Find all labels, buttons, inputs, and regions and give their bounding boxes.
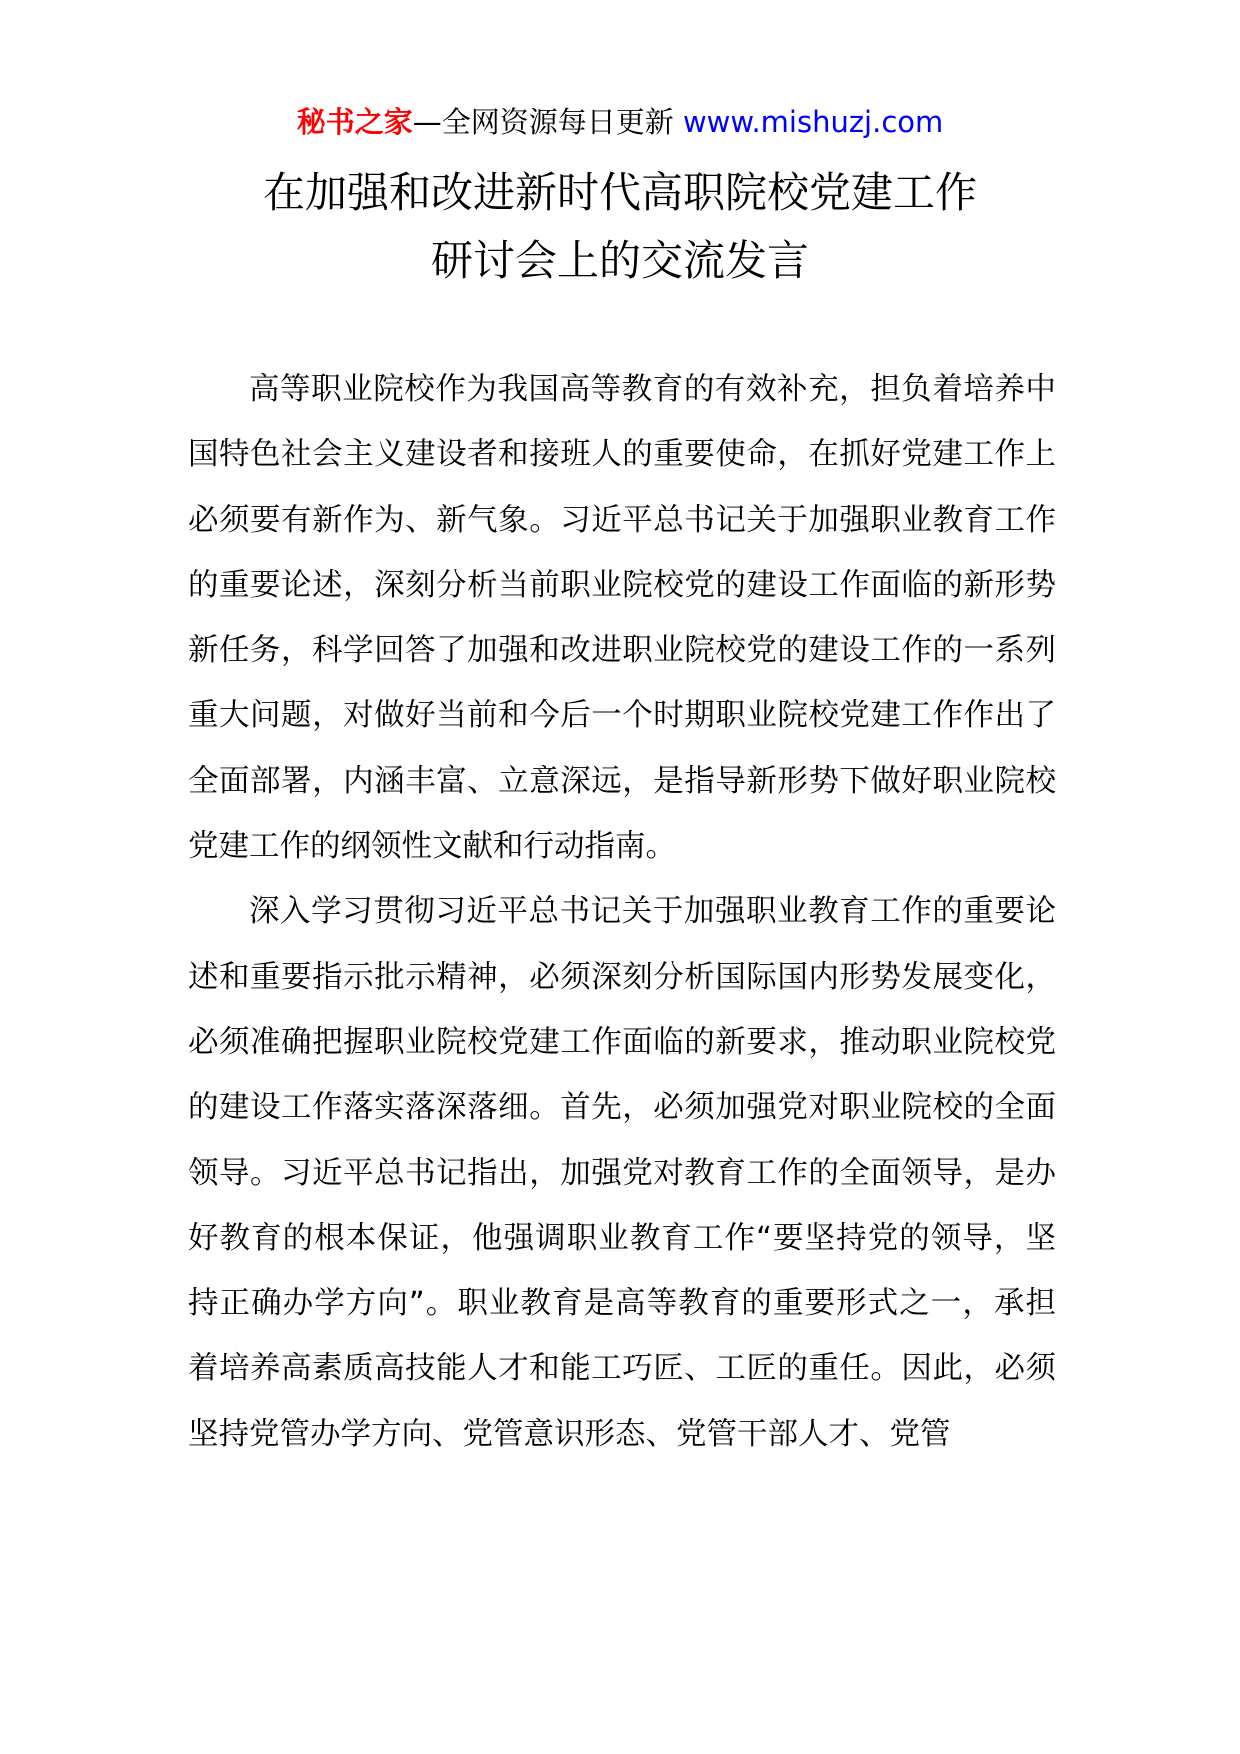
document-title-line-2: 研讨会上的交流发言 (430, 236, 809, 285)
site-header (0, 100, 1240, 144)
site-url-link[interactable]: www.mishuzj.com (682, 105, 944, 139)
paragraph-2: 深入学习贯彻习近平总书记关于加强职业教育工作的重要论述和重要指示批示精神，必须深刻分析国际国内形势发展变化，必须准确把握职业院校党建工作面临的新要求，推动职业院校党的建设工作落实落深落细。首先，必须加强党对职业院校的全面领导。习近平总书记指出，加强党对教育工作的全面领导，是办好教育的根本保证，他强调职业教育工作“要坚持党的领导，坚持正确办学方向”。职业教育是高等教育的重要形式之一，承担着培养高素质高技能人才和能工巧匠、工匠的重任。因此，必须坚持党管办学方向、党管意识形态、党管干部人才、党管 (188, 894, 1056, 1452)
site-brand: 秘书之家 (296, 105, 413, 139)
paragraph-1: 高等职业院校作为我国高等教育的有效补充，担负着培养中国特色社会主义建设者和接班人的重要使命，在抓好党建工作上必须要有新作为、新气象。习近平总书记关于加强职业教育工作的重要论述，深刻分析当前职业院校党的建设工作面临的新形势新任务，科学回答了加强和改进职业院校党的建设工作的一系列重大问题，对做好当前和今后一个时期职业院校党建工作作出了全面部署，内涵丰富、立意深远，是指导新形势下做好职业院校党建工作的纲领性文献和行动指南。 (188, 372, 1056, 865)
document-title-line-1: 在加强和改进新时代高职院校党建工作 (262, 168, 977, 217)
site-tagline: —全网资源每日更新 (412, 105, 683, 139)
document-body (188, 357, 1056, 1467)
